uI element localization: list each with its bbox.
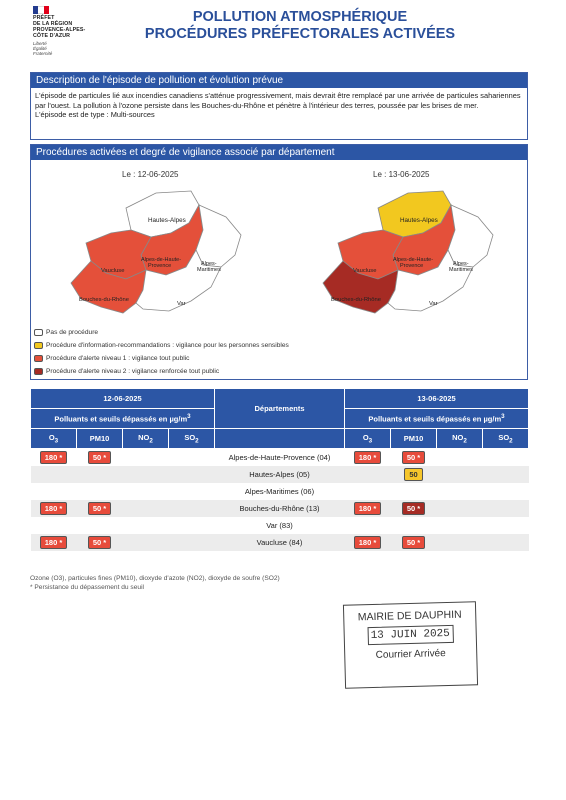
map1-label-var: Var <box>177 301 186 307</box>
maps-heading: Procédures activées et degré de vigilance associé par département <box>31 145 527 160</box>
table-row <box>31 483 529 500</box>
map-13-06 <box>323 191 493 313</box>
map2-label-ahp-2: Provence <box>400 263 424 269</box>
table-col-headers <box>31 429 529 449</box>
badge: 180 * <box>354 451 382 464</box>
footnotes <box>30 574 280 592</box>
badge: 180 * <box>354 536 382 549</box>
description-heading: Description de l'épisode de pollution et évolution prévue <box>31 73 527 88</box>
col-pm10-1: PM10 <box>77 429 123 449</box>
description-section <box>30 72 528 140</box>
french-flag-icon <box>33 6 49 14</box>
map1-label-am-2: Maritimes <box>197 267 221 273</box>
map1-label-bouches-du-rhone: Bouches-du-Rhône <box>79 297 129 303</box>
badge: 50 * <box>402 536 425 549</box>
legend-item-info: Procédure d'information-recommandations : vigilance pour les personnes sensibles <box>34 342 289 349</box>
legend-item-none: Pas de procédure <box>34 329 98 336</box>
col-pm10-2: PM10 <box>391 429 437 449</box>
badge: 50 * <box>88 502 111 515</box>
map-date-2: Le : 13-06-2025 <box>373 170 430 179</box>
col-no2-2: $NO_2$ <box>437 429 483 449</box>
stamp-mairie: MAIRIE DE DAUPHIN <box>357 608 462 624</box>
legend-item-alert-2: Procédure d'alerte niveau 2 : vigilance renforcée tout public <box>34 368 219 375</box>
motto: Liberté Égalité Fraternité <box>33 41 53 56</box>
description-text: L'épisode de particules lié aux incendies canadiens s'atténue progressivement, mais devrait être remplacé par une arrivée de particules sahariennes par l'ouest. La pollution à l'ozone persiste dans les Bouches-du-Rhône et pénètre à l'intérieur des terres, poussée par les brises de mer. <box>35 91 521 110</box>
map2-label-vaucluse: Vaucluse <box>353 268 377 274</box>
badge: 180 * <box>40 451 68 464</box>
map2-label-hautes-alpes: Hautes-Alpes <box>400 217 438 224</box>
table-departments-header: Départements <box>215 389 345 429</box>
table-row <box>31 517 529 534</box>
legend-item-alert-1: Procédure d'alerte niveau 1 : vigilance tout public <box>34 355 189 362</box>
footnote-persistence: * Persistance du dépassement du seuil <box>30 584 144 591</box>
dept-name: Var (83) <box>266 521 293 530</box>
map1-label-ahp-2: Provence <box>148 263 172 269</box>
map2-label-bouches-du-rhone: Bouches-du-Rhône <box>331 297 381 303</box>
logo-text: PRÉFET DE LA RÉGION PROVENCE-ALPES- CÔTE D'AZUR <box>33 15 86 39</box>
badge: 180 * <box>40 536 68 549</box>
map1-label-vaucluse: Vaucluse <box>101 268 125 274</box>
dept-name: Alpes-Maritimes (06) <box>244 487 315 496</box>
col-no2-1: $NO_2$ <box>123 429 169 449</box>
badge: 50 * <box>402 451 425 464</box>
map1-label-am-1: Alpes- <box>201 261 217 267</box>
col-o3-2: $O_3$ <box>345 429 391 449</box>
map2-label-ahp-1: Alpes-de-Haute- <box>393 257 434 263</box>
map2-label-am-1: Alpes- <box>453 261 469 267</box>
map-date-1: Le : 12-06-2025 <box>122 170 179 179</box>
dept-name: Bouches-du-Rhône (13) <box>215 500 345 517</box>
table-pollutants-header-2: Polluants et seuils dépassés en $\mu g/m^3$ <box>345 409 529 429</box>
col-so2-2: $SO_2$ <box>483 429 529 449</box>
department-maps <box>31 175 527 325</box>
reception-stamp <box>343 601 478 688</box>
pollution-table <box>30 388 529 551</box>
footnote-pollutants: Ozone (O3), particules fines (PM10), dioxyde d'azote (NO2), dioxyde de soufre (SO2) <box>30 575 280 582</box>
table-row <box>31 466 529 483</box>
stamp-courrier: Courrier Arrivée <box>375 648 446 661</box>
prefecture-logo <box>33 6 103 56</box>
table-pollutants-header-1: Polluants et seuils dépassés en $\mu g/m^3$ <box>31 409 215 429</box>
map2-label-am-2: Maritimes <box>449 267 473 273</box>
table-date-1: 12-06-2025 <box>31 389 215 409</box>
badge: 50 <box>404 468 422 481</box>
col-so2-1: $SO_2$ <box>169 429 215 449</box>
episode-type: L'épisode est de type : Multi-sources <box>35 110 155 119</box>
badge: 50 * <box>88 536 111 549</box>
dept-name: Vaucluse (84) <box>215 534 345 551</box>
maps-section <box>30 144 528 380</box>
page-title: POLLUTION ATMOSPHÉRIQUE PROCÉDURES PRÉFECTORALES ACTIVÉES <box>144 9 456 42</box>
badge: 180 * <box>40 502 68 515</box>
map2-alpes-maritimes <box>448 205 493 267</box>
map1-label-ahp-1: Alpes-de-Haute- <box>141 257 182 263</box>
col-o3-1: $O_3$ <box>31 429 77 449</box>
map-12-06 <box>71 191 241 313</box>
stamp-date: 13 JUIN 2025 <box>367 625 453 645</box>
badge: 50 * <box>88 451 111 464</box>
map2-label-var: Var <box>429 301 438 307</box>
table-row <box>31 534 529 551</box>
badge: 180 * <box>354 502 382 515</box>
col-dept-spacer <box>215 429 345 449</box>
table-row <box>31 449 529 467</box>
map1-label-hautes-alpes: Hautes-Alpes <box>148 217 186 224</box>
table-date-2: 13-06-2025 <box>345 389 529 409</box>
dept-name: Hautes-Alpes (05) <box>215 466 345 483</box>
badge: 50 * <box>402 502 425 515</box>
dept-name: Alpes-de-Haute-Provence (04) <box>228 453 331 462</box>
table-row <box>31 500 529 517</box>
map1-alpes-maritimes <box>196 205 241 267</box>
